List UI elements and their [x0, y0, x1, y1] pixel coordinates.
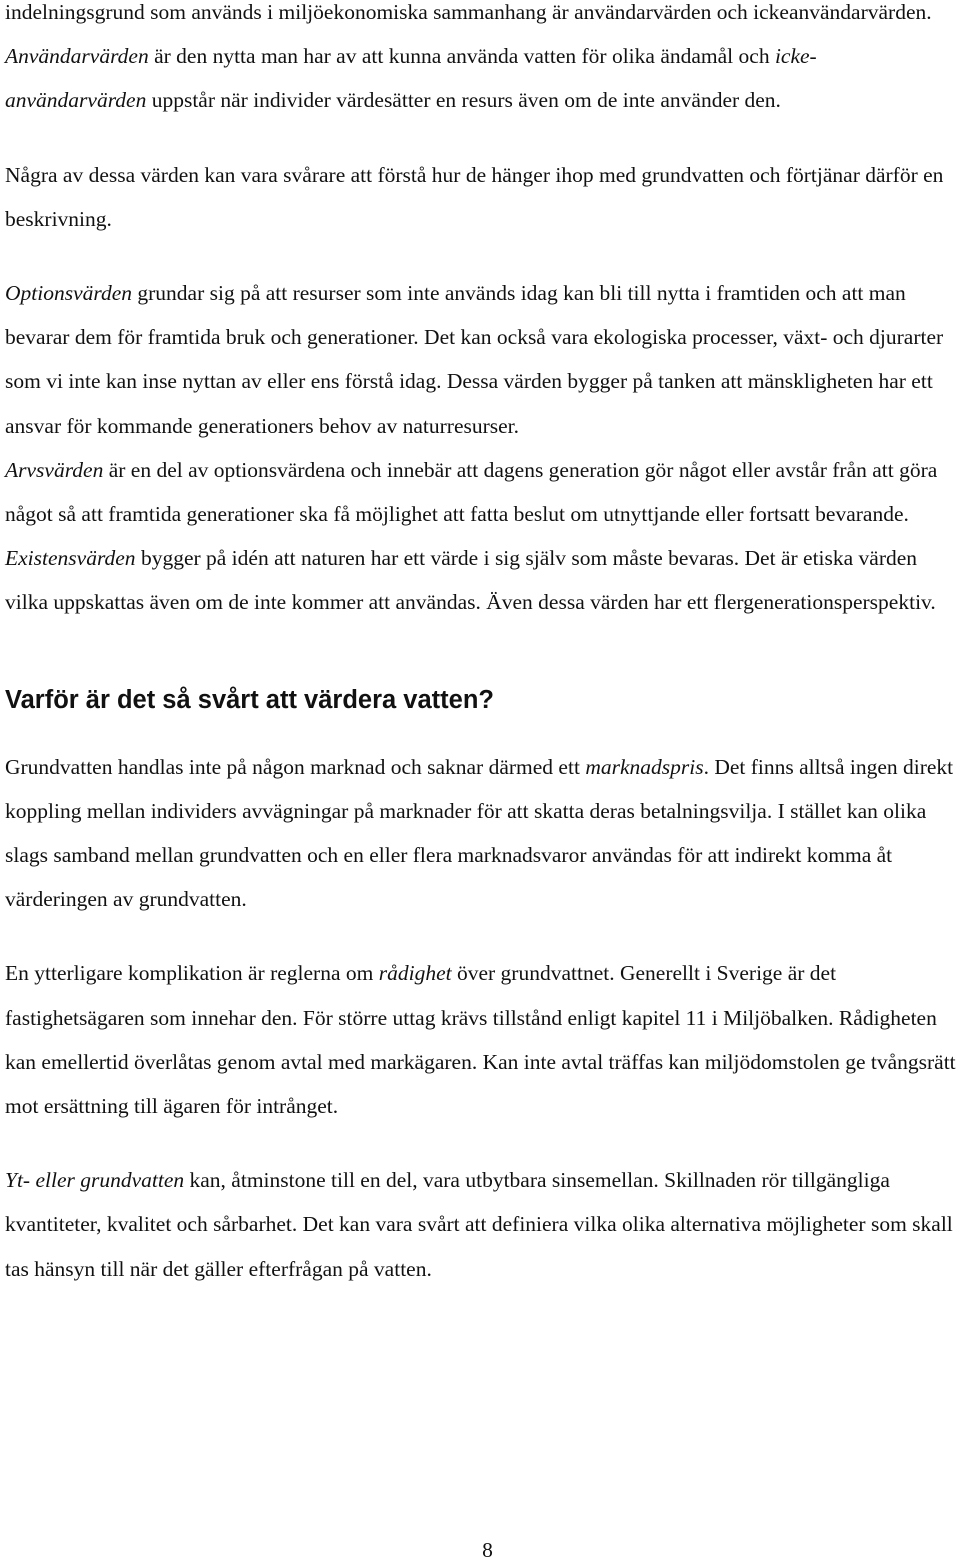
text-run: Grundvatten handlas inte på någon marknad och saknar därmed ett	[5, 754, 586, 779]
spacer	[5, 241, 957, 271]
term-icke-anvandarvarden: icke-användarvärden	[5, 44, 817, 113]
term-radighet: rådighet	[378, 961, 452, 986]
section-heading: Varför är det så svårt att värdera vatten?	[5, 685, 494, 714]
spacer	[5, 123, 957, 153]
paragraph-value-categories	[5, 0, 957, 123]
paragraph-arvsvarden	[5, 448, 957, 536]
paragraph-existensvarden	[5, 536, 957, 624]
term-marknadspris: marknadspris	[585, 754, 704, 779]
document-page	[5, 0, 957, 1291]
spacer	[5, 625, 957, 680]
paragraph-optionsvarden	[5, 271, 957, 448]
spacer	[5, 720, 957, 745]
paragraph-yt-grundvatten	[5, 1158, 957, 1291]
term-existensvarden: Existensvärden	[5, 546, 136, 571]
text-run: är den nytta man har av att kunna använda vatten för olika ändamål och	[148, 44, 775, 69]
term-optionsvarden: Optionsvärden	[5, 281, 132, 306]
term-yt-grundvatten: Yt- eller grundvatten	[5, 1168, 185, 1193]
text-run: kan, åtminstone till en del, vara utbytbara sinsemellan. Skillnaden rör tillgängliga kvantiteter, kvalitet och sårbarhet. Det kan vara svårt att definiera vilka olika alternativa möjligheter som skall tas hänsyn till när det gäller efterfrågan på vatten.	[5, 1168, 953, 1281]
text-run: uppstår när individer värdesätter en resurs även om de inte använder den.	[146, 88, 781, 113]
paragraph-marknadspris	[5, 745, 957, 922]
term-anvandarvarden: Användarvärden	[5, 44, 149, 69]
paragraph-intro-values: Några av dessa värden kan vara svårare att förstå hur de hänger ihop med grundvatten och förtjänar därför en beskrivning.	[5, 162, 944, 231]
page-number: 8	[482, 1538, 493, 1562]
text-run: är en del av optionsvärdena och innebär att dagens generation gör något eller avstår från att göra något så att framtida generationer ska få möjlighet att fatta beslut om utnyttjande eller fortsatt bevarande.	[5, 457, 938, 527]
term-arvsvarden: Arvsvärden	[5, 457, 104, 482]
paragraph-radighet	[5, 951, 957, 1128]
text-run: . Det finns alltså ingen direkt koppling mellan individers avvägningar på marknader för att skatta deras betalningsvilja. I stället kan olika slags samband mellan grundvatten och en eller flera marknadsvaror användas för att indirekt komma åt värderingen av grundvatten.	[5, 754, 954, 912]
text-run: bygger på idén att naturen har ett värde i sig själv som måste bevaras. Det är etiska värden vilka uppskattas även om de inte kommer att användas. Även dessa värden har ett flergenerationsperspektiv.	[5, 546, 936, 615]
text-run: indelningsgrund som används i miljöekonomiska sammanhang är användarvärden och ickeanvändarvärden.	[5, 0, 932, 24]
spacer	[5, 1128, 957, 1158]
text-run: grundar sig på att resurser som inte används idag kan bli till nytta i framtiden och att man bevarar dem för framtida bruk och generationer. Det kan också vara ekologiska processer, växt- och djurarter som vi inte kan inse nyttan av eller ens förstå idag. Dessa värden bygger på tanken att mänskligheten har ett ansvar för kommande generationers behov av naturresurser.	[5, 281, 944, 438]
text-run: En ytterligare komplikation är reglerna om	[5, 961, 379, 986]
spacer	[5, 921, 957, 951]
text-run: över grundvattnet. Generellt i Sverige är det fastighetsägaren som innehar den. För större uttag krävs tillstånd enligt kapitel 11 i Miljöbalken. Rådigheten kan emellertid överlåtas genom avtal med markägaren. Kan inte avtal träffas kan miljödomstolen ge tvångsrätt mot ersättning till ägaren för intrånget.	[5, 961, 956, 1119]
